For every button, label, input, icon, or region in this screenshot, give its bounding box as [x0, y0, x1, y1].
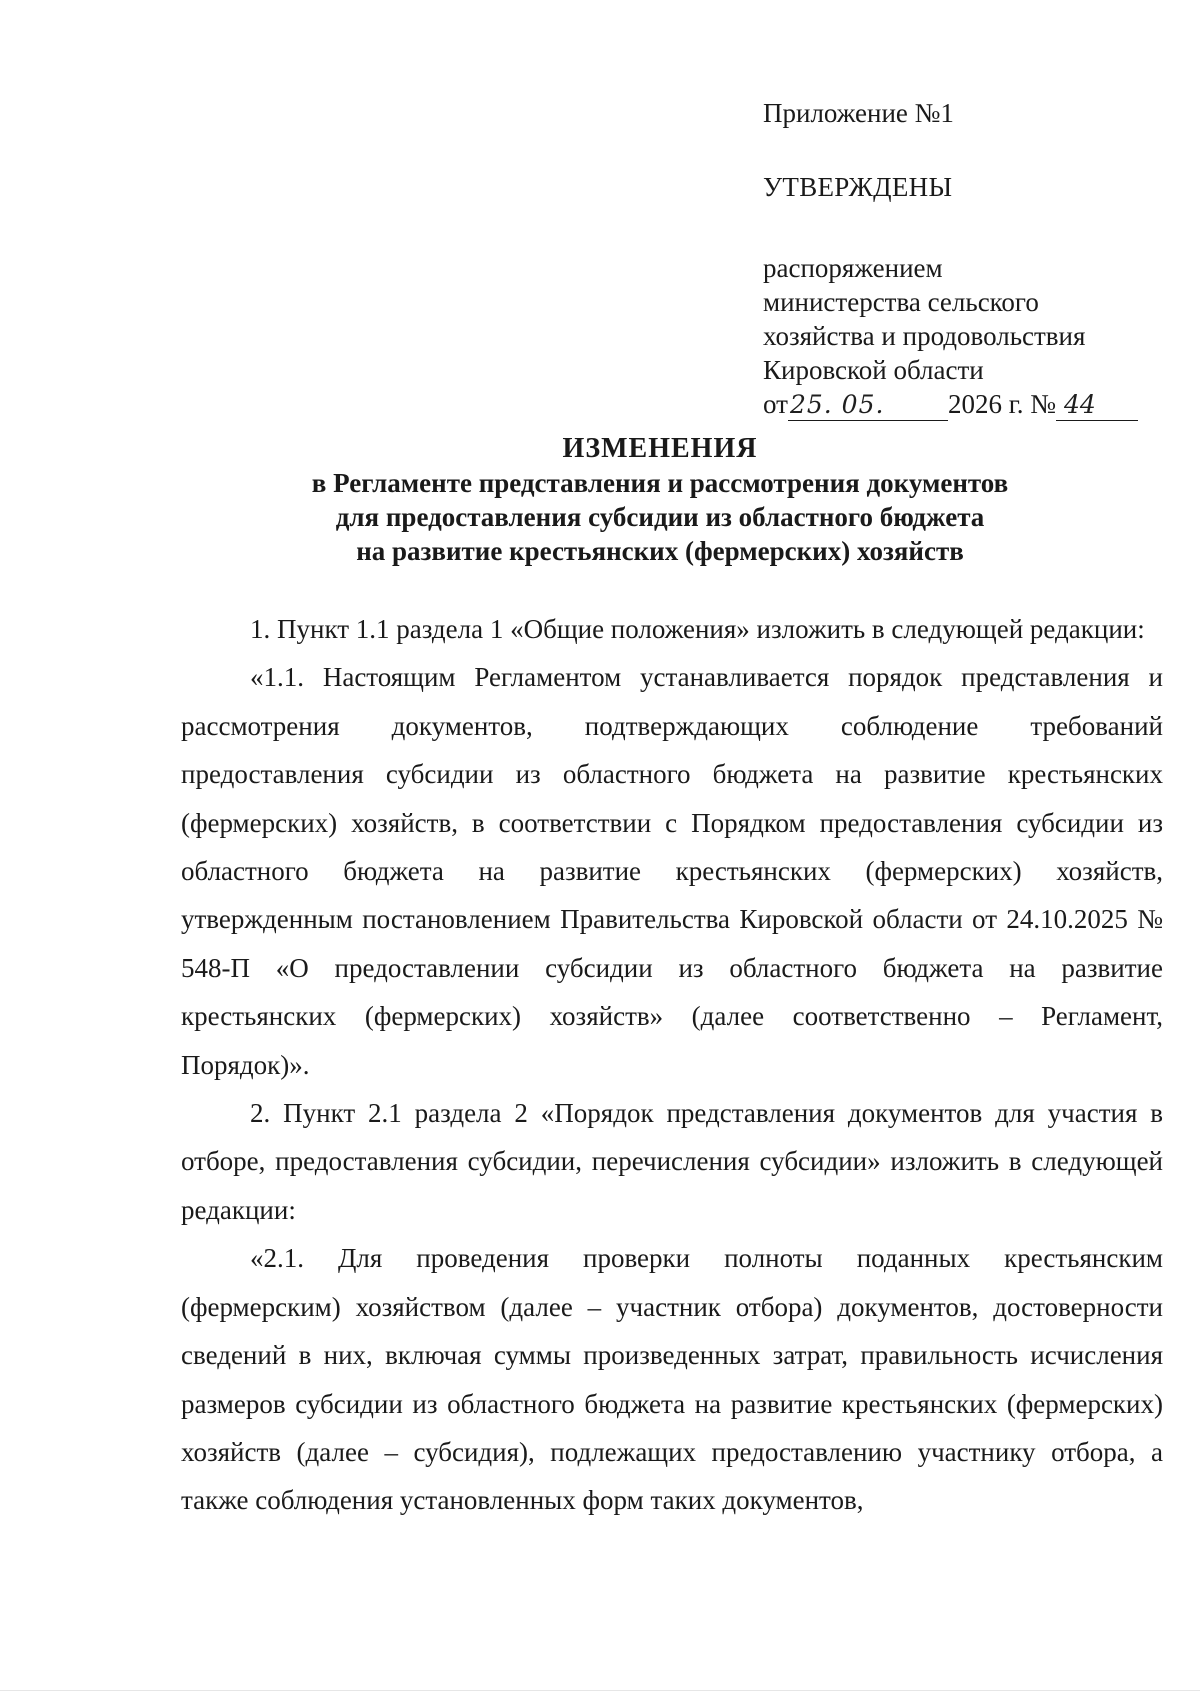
approval-date-line: [763, 387, 1163, 421]
document-body: [181, 605, 1163, 1525]
paragraph: 2. Пункт 2.1 раздела 2 «Порядок представления документов для участия в отборе, предоставления субсидии, перечисления субсидии» изложить в следующей редакции:: [181, 1098, 1163, 1225]
document-title: [120, 432, 1200, 568]
paragraph: «2.1. Для проведения проверки полноты поданных крестьянским (фермерским) хозяйством (далее – участник отбора) документов, достоверности сведений в них, включая суммы произведенных затрат, правильность исчисления размеров субсидии из областного бюджета на развитие крестьянских (фермерских) хозяйств (далее – субсидия), подлежащих предоставлению участнику отбора, а также соблюдения установленных форм таких документов,: [181, 1243, 1163, 1516]
appendix-label: Приложение №1: [763, 98, 954, 128]
approval-block: [763, 96, 1163, 421]
title-main: ИЗМЕНЕНИЯ: [562, 433, 758, 464]
paragraph: «1.1. Настоящим Регламентом устанавливается порядок представления и рассмотрения документов, подтверждающих соблюдение требований предоставления субсидии из областного бюджета на развитие крестьянских (фермерских) хозяйств, в соответствии с Порядком предоставления субсидии из областного бюджета на развитие крестьянских (фермерских) хозяйств, утвержденным постановлением Правительства Кировской области от 24.10.2025 № 548-П «О предоставлении субсидии из областного бюджета на развитие крестьянских (фермерских) хозяйств» (далее соответственно – Регламент, Порядок)».: [181, 662, 1163, 1080]
approved-by-line: министерства сельского: [763, 287, 1039, 317]
date-prefix: от: [763, 389, 788, 419]
paragraph: 1. Пункт 1.1 раздела 1 «Общие положения» изложить в следующей редакции:: [250, 614, 1145, 644]
scan-edge-divider: [0, 1690, 1200, 1691]
approved-by-line: хозяйства и продовольствия: [763, 321, 1086, 351]
title-line: на развитие крестьянских (фермерских) хозяйств: [356, 536, 964, 566]
approved-by-line: Кировской области: [763, 355, 984, 385]
approved-by-line: распоряжением: [763, 253, 943, 283]
title-line: для предоставления субсидии из областного бюджета: [335, 502, 985, 532]
title-line: в Регламенте представления и рассмотрения документов: [311, 468, 1009, 498]
approved-by: [763, 251, 1163, 421]
handwritten-date: 25. 05.: [788, 390, 948, 421]
year-text: 2026 г. №: [947, 389, 1056, 419]
handwritten-number: 44: [1056, 390, 1138, 421]
approved-heading: УТВЕРЖДЕНЫ: [763, 172, 953, 202]
